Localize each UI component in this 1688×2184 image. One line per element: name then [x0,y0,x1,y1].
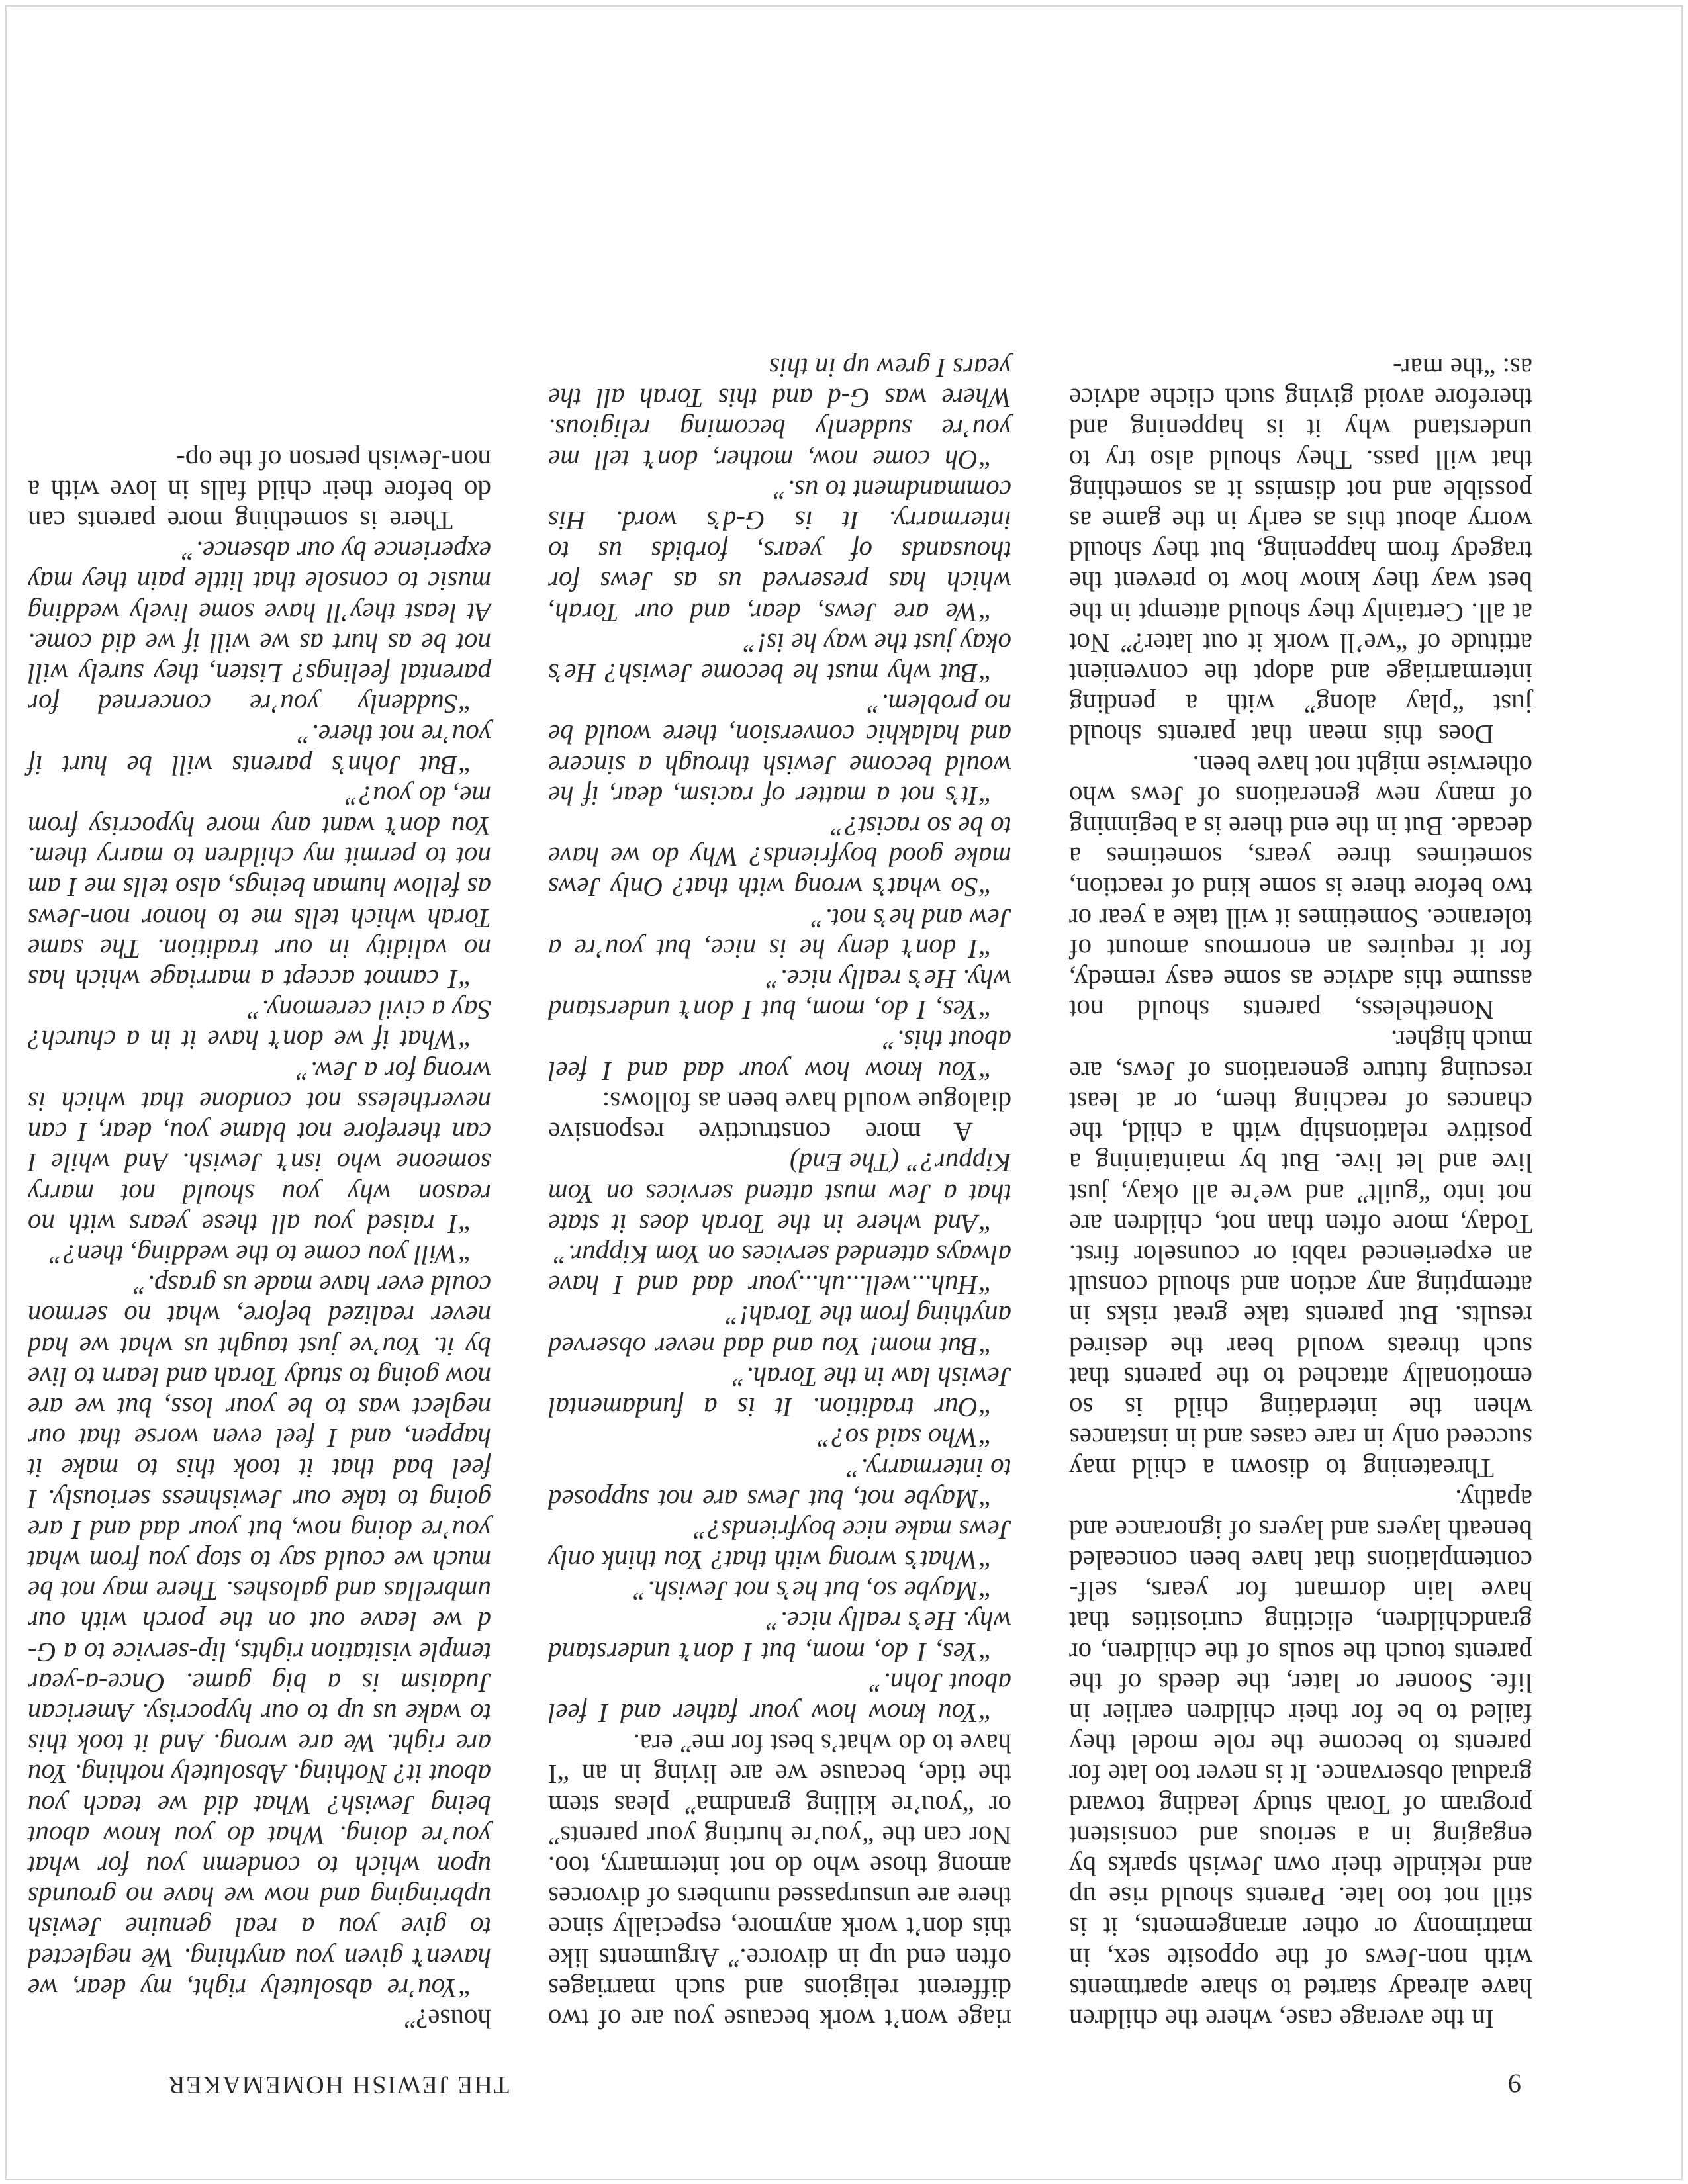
body-paragraph: house?” [403,2004,491,2034]
dialogue-paragraph: “It’s not a matter of racism, dear, if he would become Jewish through a sincere and halakhic conversion, there would be no problem.” [548,689,1011,811]
dialogue-paragraph: “You know how your father and I feel about John.” [548,1667,1011,1729]
column-left [1069,353,1532,2034]
dialogue-paragraph: “And where in the Torah does it state that a Jew must attend services on Yom Kippur?” (The End) [548,1148,1011,1240]
dialogue-paragraph: “Who said so?” [816,1423,993,1454]
dialogue-paragraph: “You know how your dad and I feel about this.” [548,1025,1011,1087]
body-paragraph: Nonetheless, parents should not assume this advice as some easy remedy, for it requires an enormous amount of tolerance. Sometimes it will take a year or two before there is some kind of reaction, sometimes three years, sometimes a decade. But in the end there is a beginning of many new generations of Jews who otherwise might not have been. [1069,750,1532,1026]
column-middle [548,353,1011,2034]
dialogue-paragraph: “I don’t deny he is nice, but you’re a Jew and he’s not.” [548,903,1011,964]
dialogue-paragraph: “Huh...well...uh...your dad and I have always attended services on Yom Kippur.” [548,1239,1011,1301]
dialogue-paragraph: “You’re absolutely right, my dear, we haven’t given you anything. We neglected to give you a real genuine Jewish upbringing and now we have no grounds upon which to condemn you for what you’re doing. What do you know about being Jewish? What did we teach you about it? Nothing. Absolutely nothing. You are right. We are wrong. And it took this to wake us up to our hypocrisy. American Judaism is a big game. Once-a-year temple visitation rights, lip-service to a G-d we leave out on the porch with our umbrellas and galoshes. There may not be much we could say to stop you from what you’re doing now, but your dad and I are going to take our Jewishness seriously. I feel bad that it took this to make it happen, and I feel even worse that our neglect was to be your loss, but we are now going to study Torah and learn to live by it. You’ve just taught us what we had never realized before, what no sermon could ever have made us grasp.” [28,1270,491,2004]
dialogue-paragraph: “Maybe so, but he’s not Jewish.” [632,1576,993,1607]
dialogue-paragraph: “Our tradition. It is a fundamental Jewish law in the Torah.” [548,1361,1011,1423]
dialogue-paragraph: “Oh come now, mother, don’t tell me you’re suddenly becoming religious. Where was G-d and this Torah all the years I grew up in this [548,353,1011,475]
dialogue-paragraph: “But why must he become Jewish? He’s okay just the way he is!” [548,627,1011,690]
dialogue-paragraph: “But mom! You and dad never observed anything from the Torah!” [548,1300,1011,1362]
body-paragraph: In the average case, where the children have already started to share apartments with non-Jews of the opposite sex, in matrimony or other arrangements, it is still not too late. Parents should rise up and rekindle their own Jewish sparks by engaging in a serious and consistent program of Torah study leading toward gradual observance. It is never too late for parents to become the role model they failed to be for their children earlier in life. Sooner or later, the deeds of the parents touch the souls of the children, or grandchildren, eliciting curiosities that have lain dormant for years, self-contemplations that have been concealed beneath layers and layers of ignorance and apathy. [1069,1484,1532,2034]
dialogue-paragraph: “I cannot accept a marriage which has no validity in our tradition. The same Torah which tells me to honor non-Jews as fellow human beings, also tells me I am not to permit my children to marry them. You don’t want any more hypocrisy from me, do you?” [28,780,491,995]
column-right [28,444,491,2034]
dialogue-paragraph: “We are Jews, dear, and our Torah, which has preserved us as Jews for thousands of years, forbids us to intermarry. It is G-d’s word. His commandment to us.” [548,475,1011,628]
running-head: THE JEWISH HOMEMAKER [167,2071,510,2099]
dialogue-paragraph: “Yes, I do, mom, but I don’t understand why. He’s really nice.” [548,1606,1011,1668]
body-paragraph: There is something more parents can do before their child falls in love with a non-Jewish person of the op- [28,444,491,537]
body-paragraph: A more constructive responsive dialogue would have been as follows: [548,1086,1011,1148]
dialogue-paragraph: “I raised you all these years with no reason why you should not marry someone who isn’t Jewish. And while I can therefore not blame you, dear, I can nevertheless not condone that which is wrong for a Jew.” [28,1056,491,1240]
dialogue-paragraph: “So what’s wrong with that? Only Jews make good boyfriends? Why do we have to be so racist?” [548,811,1011,903]
dialogue-paragraph: “What’s wrong with that? You think only Jews make nice boyfriends?” [548,1514,1011,1576]
body-paragraph: Threatening to disown a child may succeed only in rare cases and in instances when the interdating child is so emotionally attached to the parents that such threats would bear the desired results. But parents take great risks in attempting any action and should consult an experienced rabbi or counselor first. Today, more often than not, children are not into “guilt” and we’re all okay, just live and let live. But by maintaining a positive relationship with a child, the chances of reaching them, or at least rescuing future generations of Jews, are much higher. [1069,1025,1532,1484]
body-paragraph: riage won’t work because you are of two different religions and such marriages often end up in divorce.” Arguments like this don’t work anymore, especially since there are unsurpassed numbers of divorces among those who do not intermarry, too. Nor can the “you’re hurting your parents” or “you’re killing grandma” pleas stem the tide, because we are living in an “I have to do what’s best for me” era. [548,1729,1011,2034]
dialogue-paragraph: “Suddenly you’re concerned for parental feelings? Listen, they surely will not be as hurt as we will if we did come. At least they’ll have some lively wedding music to console that little pain they may experience by our absence.” [28,536,491,720]
page-number: 9 [1507,2069,1521,2099]
body-paragraph: Does this mean that parents should just “play along” with a pending intermarriage and adopt the convenient attitude of “we’ll work it out later?” Not at all. Certainly they should attempt in the best way they know how to prevent the tragedy from happening, but they should worry about this as early in the game as possible and not dismiss it as something that will pass. They should also try to understand why it is happening and therefore avoid giving such cliche advice as: “the mar- [1069,353,1532,751]
dialogue-paragraph: “Maybe not, but Jews are not supposed to intermarry.” [548,1453,1011,1515]
dialogue-paragraph: “Yes, I do, mom, but I don’t understand why. He’s really nice.” [548,964,1011,1026]
dialogue-paragraph: “But John’s parents will be hurt if you’re not there.” [28,719,491,781]
dialogue-paragraph: “What if we don’t have it in a church? Say a civil ceremony.” [28,995,491,1056]
dialogue-paragraph: “Will you come to the wedding, then?” [48,1239,473,1270]
